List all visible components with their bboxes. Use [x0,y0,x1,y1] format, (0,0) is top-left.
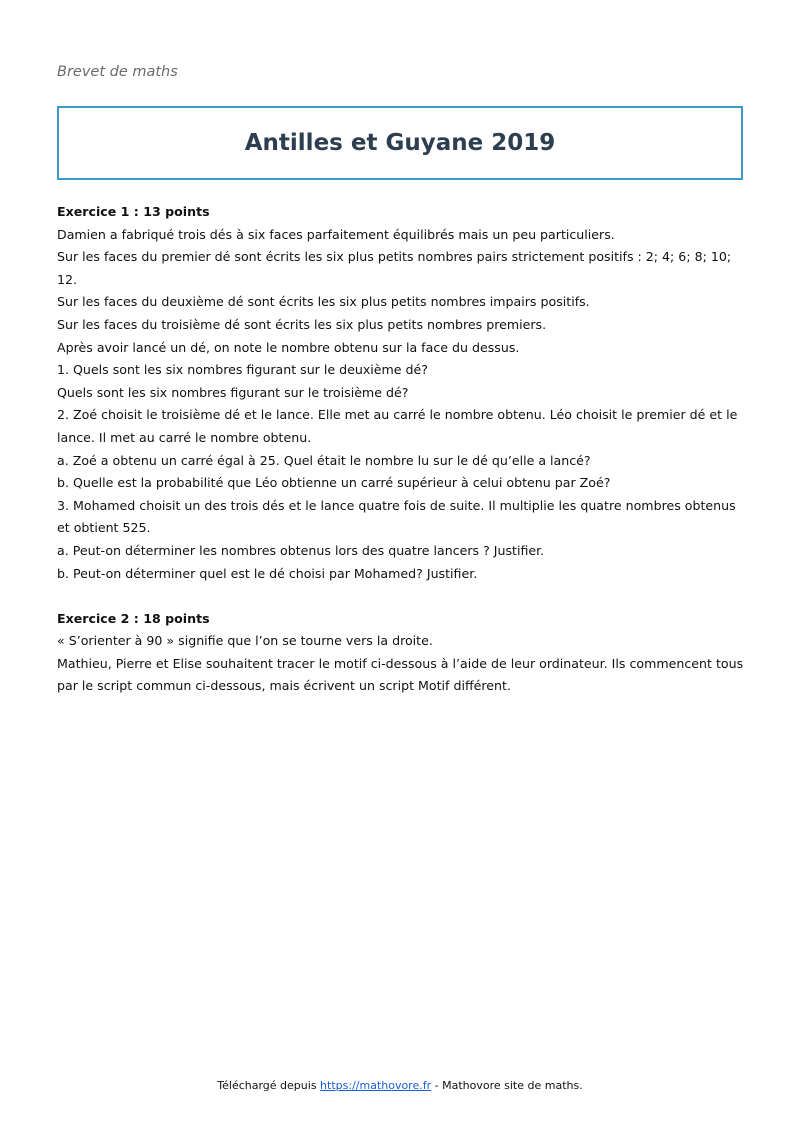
exercise-heading: Exercice 1 : 13 points [57,204,210,219]
exercise-1 [57,201,747,585]
paragraph: Sur les faces du troisième dé sont écrits les six plus petits nombres premiers. [57,316,547,332]
footer-link[interactable]: https://mathovore.fr [320,1079,432,1092]
question: a. Zoé a obtenu un carré égal à 25. Quel était le nombre lu sur le dé qu’elle a lancé? [57,452,591,468]
paragraph: « S’orienter à 90 » signifie que l’on se tourne vers la droite. [57,633,433,649]
paragraph: Mathieu, Pierre et Elise souhaitent tracer le motif ci-dessous à l’aide de leur ordinateur. Ils commencent tous par le script commun ci-dessous, mais écrivent un script Motif différent. [57,655,744,694]
header-label: Brevet de maths [57,64,178,80]
exercise-heading: Exercice 2 : 18 points [57,610,210,626]
question: b. Quelle est la probabilité que Léo obtienne un carré supérieur à celui obtenu par Zoé? [57,475,611,491]
footer [0,1079,800,1092]
question: 1. Quels sont les six nombres figurant sur le deuxième dé? [57,362,428,378]
exercise-2 [57,608,747,698]
question: b. Peut-on déterminer quel est le dé choisi par Mohamed? Justifier. [57,565,478,581]
title-box [57,106,743,180]
question: 2. Zoé choisit le troisième dé et le lance. Elle met au carré le nombre obtenu. Léo choisit le premier dé et le lance. Il met au carré le nombre obtenu. [57,407,738,445]
paragraph: Sur les faces du deuxième dé sont écrits les six plus petits nombres impairs positifs. [57,294,590,310]
main-content [57,201,747,721]
question: 3. Mohamed choisit un des trois dés et le lance quatre fois de suite. Il multiplie les quatre nombres obtenus et obtient 525. [57,497,736,536]
page-title: Antilles et Guyane 2019 [244,130,556,156]
paragraph: Sur les faces du premier dé sont écrits les six plus petits nombres pairs strictement positifs : 2; 4; 6; 8; 10; 12. [57,249,732,287]
paragraph: Damien a fabriqué trois dés à six faces parfaitement équilibrés mais un peu particuliers. [57,226,615,242]
paragraph: Après avoir lancé un dé, on note le nombre obtenu sur la face du dessus. [57,339,520,355]
question: a. Peut-on déterminer les nombres obtenus lors des quatre lancers ? Justifier. [57,542,545,558]
question: Quels sont les six nombres figurant sur le troisième dé? [57,384,409,400]
footer-suffix: - Mathovore site de maths. [431,1079,583,1092]
footer-prefix: Téléchargé depuis [217,1079,321,1092]
